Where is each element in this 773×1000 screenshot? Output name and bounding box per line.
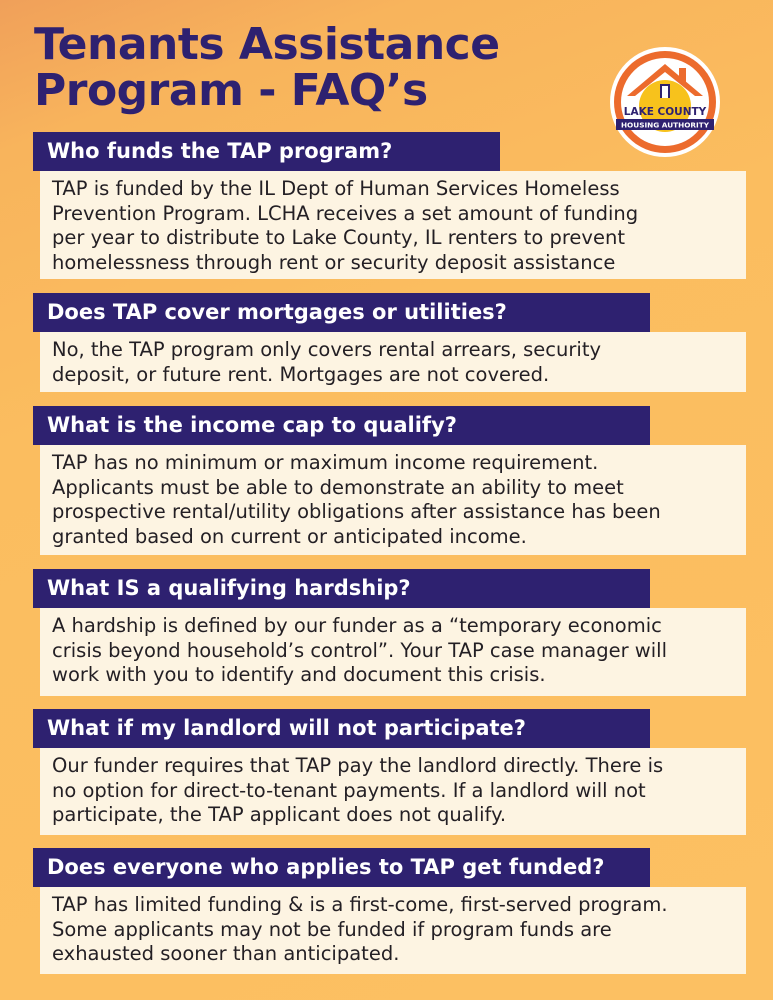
faq-answer-5	[40, 748, 746, 835]
faq-question-3: What is the income cap to qualify?	[33, 406, 650, 445]
faq-answer-4-line-1: A hardship is defined by our funder as a “temporary economic	[52, 614, 662, 637]
faq-answer-6	[40, 887, 746, 974]
faq-answer-1-line-4: homelessness through rent or security deposit assistance	[52, 250, 616, 274]
faq-answer-5-line-3: participate, the TAP applicant does not qualify.	[52, 803, 507, 826]
faq-answer-1-line-2: Prevention Program. LCHA receives a set amount of funding	[52, 201, 639, 225]
door-window-icon	[662, 86, 668, 98]
faq-answer-6-line-1: TAP has limited funding & is a first-come, first-served program.	[52, 893, 668, 916]
faq-answer-2	[40, 332, 746, 392]
faq-question-1: Who funds the TAP program?	[33, 132, 500, 171]
faq-answer-6-line-2: Some applicants may not be funded if program funds are	[52, 917, 612, 941]
faq-answer-5-line-1: Our funder requires that TAP pay the landlord directly. There is	[52, 754, 664, 777]
lake-county-housing-authority-logo	[591, 44, 739, 160]
logo-line-2: HOUSING AUTHORITY	[620, 120, 710, 130]
faq-answer-3	[40, 445, 746, 555]
faq-answer-4-line-2: crisis beyond household’s control”. Your TAP case manager will	[52, 638, 668, 662]
faq-question-4: What IS a qualifying hardship?	[33, 569, 650, 608]
faq-answer-3-line-3: prospective rental/utility obligations after assistance has been	[52, 500, 661, 523]
faq-answer-1-line-3: per year to distribute to Lake County, IL renters to prevent	[52, 226, 625, 249]
faq-answer-4	[40, 608, 746, 696]
faq-question-2: Does TAP cover mortgages or utilities?	[33, 293, 650, 332]
faq-question-6: Does everyone who applies to TAP get funded?	[33, 848, 650, 887]
page-title	[34, 19, 500, 116]
faq-answer-1-line-1: TAP is funded by the IL Dept of Human Services Homeless	[52, 177, 620, 200]
faq-answer-3-line-4: granted based on current or anticipated income.	[52, 524, 527, 548]
faq-answer-2-line-2: deposit, or future rent. Mortgages are not covered.	[52, 362, 550, 386]
chimney-icon	[679, 68, 686, 82]
faq-answer-4-line-3: work with you to identify and document this crisis.	[52, 663, 546, 686]
page-title-line-1: Tenants Assistance	[34, 19, 500, 70]
faq-answer-5-line-2: no option for direct-to-tenant payments. If a landlord will not	[52, 778, 646, 802]
logo-line-1: LAKE COUNTY	[623, 106, 707, 118]
faq-question-5: What if my landlord will not participate?	[33, 709, 650, 748]
faq-answer-3-line-2: Applicants must be able to demonstrate an ability to meet	[52, 475, 624, 499]
faq-answer-3-line-1: TAP has no minimum or maximum income requirement.	[52, 451, 599, 474]
page-title-line-2: Program - FAQ’s	[34, 65, 428, 116]
faq-answer-2-line-1: No, the TAP program only covers rental arrears, security	[52, 338, 601, 361]
faq-answer-1	[40, 171, 746, 279]
faq-answer-6-line-3: exhausted sooner than anticipated.	[52, 942, 400, 965]
